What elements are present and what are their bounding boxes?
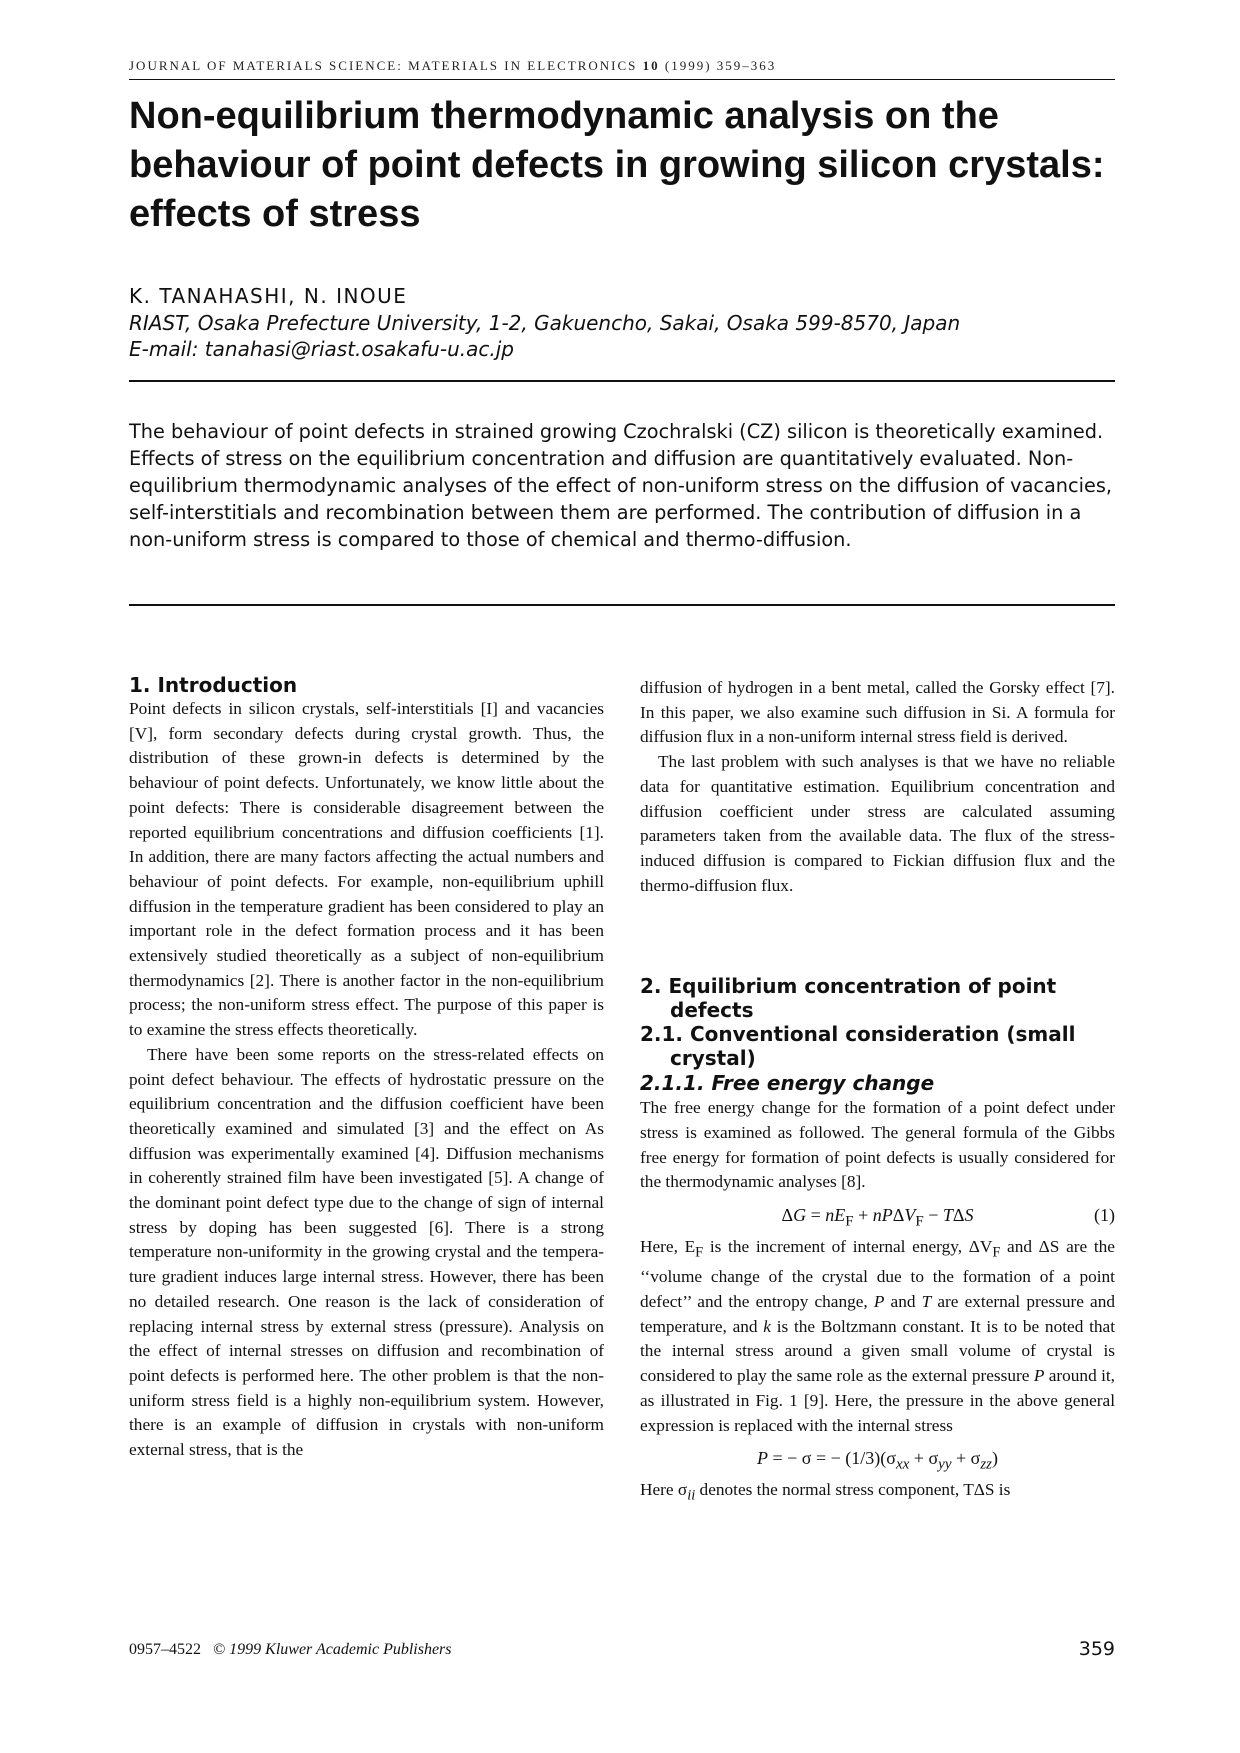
text-run: Here, E (640, 1237, 696, 1257)
equation-1-body: $\Delta G = nE_F + nP\Delta V_F - T\Delta S$ (781, 1205, 974, 1230)
journal-name: JOURNAL OF MATERIALS SCIENCE: MATERIALS IN ELECTRONICS (129, 58, 638, 73)
intro-paragraph-1: Point defects in silicon crystals, self-interstitials [I] and vacancies [V], form secondary defects during crystal growth. Thus, the distribution of these grown-in defects is determined by the behaviour of point defects. Unfortunately, we know little about the point defects: There is considerable disagreement between the reported equilibrium concentrations and diffusion coefficients [1]. In addition, there are many factors affecting the actual numbers and behaviour of point defects. For example, non-equilibrium uphill diffusion in the temperature gradient has been considered to play an important role in the defect formation process and it has been extensively studied theoretically as a subject of non-equilibrium thermodynamics [2]. There is another factor in the non-equilibrium process; the non-uniform stress effect. The purpose of this paper is to examine the stress effects theoretically. (129, 699, 604, 1040)
section-heading-2: 2. Equilibrium concentration of point defects (640, 974, 1057, 1023)
text-run: Here σ (640, 1480, 688, 1500)
text-run: and ΔS are the ‘‘volume change of the crystal due to the formation of a point defect’’ and the entropy change, (640, 1237, 1115, 1311)
intro-paragraph-2: There have been some reports on the stress-related effects on point defect behaviour. The effects of hydrostatic pressure on the equilibrium concentration and the diffusion coefficient have been theoretically examined and simulated [3] and the effect on As diffusion was experimentally examined [4]. Diffusion mechanisms in coherently strained film have been investigated [5]. A change of the dominant point defect type due to the change of sign of internal stress by doping has been suggested [6]. There is a strong temperature non-uniformity in the growing crystal and the tempera-ture gradient induces large internal stress. However, there has been no detailed research. One reason is the lack of consideration of replacing internal stress by external stress (pressure). Analysis on the effect of internal stresses on diffusion and recombination of point defects is performed here. The other problem is that the non-uniform stress field is a highly non-equilibrium system. However, there is an example of diffusion in crystals with non-uniform external stress, that is the (129, 1044, 604, 1460)
abstract-bottom-rule (129, 604, 1115, 606)
right-paragraph-3: The free energy change for the formation of a point defect under stress is examined as followed. The general formula of the Gibbs free energy for formation of point defects is usually considered for the thermodynamic analyses [8]. (640, 1098, 1115, 1192)
text-run: denotes the normal stress component, TΔS is (695, 1480, 1011, 1500)
paper-title: Non-equilibrium thermodynamic analysis on the behaviour of point defects in growing silicon crystals: effects of stress (129, 95, 1105, 235)
paper-authors: K. TANAHASHI, N. INOUE (129, 284, 408, 308)
journal-header (129, 58, 776, 74)
equation-2-body: P = − σ = − $(1/3)(\sigma_{xx} + \sigma_{yy} + \sigma_{zz})$ (756, 1448, 999, 1473)
text-run: are external pressure and temperature, and (640, 1292, 1116, 1336)
spacer (640, 898, 1115, 974)
text-run: is the Boltzmann constant. It is to be noted that the internal stress around a given small volume of crystal is considered to play the same role as the external pressure (640, 1316, 1115, 1386)
footer-left (129, 1641, 452, 1659)
email: E-mail: tanahasi@riast.osakafu-u.ac.jp (129, 337, 514, 361)
right-paragraph-4: Here, $E_F$ is the increment of internal energy, $\Delta V_F$ and ΔS are the ‘‘volume change of the crystal due to the formation of a point defect’’ and the entropy change, P and T are external pressure and temperature, and k is the Boltzmann constant. It is to be noted that the internal stress around a given small volume of crystal is considered to play the same role as the external pressure P around it, as illustrated in Fig. 1 [9]. Here, the pressure in the above general expression is replaced with the internal stress (640, 1237, 1116, 1435)
equation-1-number: (1) (1094, 1205, 1115, 1226)
equation-1 (640, 1195, 1115, 1235)
right-paragraph-5: Here $\sigma_{ii}$ denotes the normal stress component, TΔS is (640, 1480, 1011, 1504)
right-paragraph-1: diffusion of hydrogen in a bent metal, called the Gorsky effect [7]. In this paper, we also examine such diffusion in Si. A formula for diffusion flux in a non-uniform internal stress field is derived. (640, 678, 1115, 747)
right-paragraph-2: The last problem with such analyses is that we have no reliable data for quantitative estimation. Equilibrium concentration and diffusion coefficient under stress are calculated assuming parameters taken from the available data. The flux of the stress-induced diffusion is compared to Fickian diffusion flux and the thermo-diffusion flux. (640, 752, 1115, 895)
section-heading-2-1-1: 2.1.1. Free energy change (640, 1071, 935, 1096)
abstract-top-rule (129, 380, 1115, 382)
footer-issn: 0957–4522 (129, 1641, 201, 1658)
journal-volume: 10 (642, 58, 660, 73)
section-heading-2-1: 2.1. Conventional consideration (small crystal) (640, 1022, 1076, 1071)
equation-2 (640, 1438, 1115, 1478)
header-rule (129, 79, 1115, 80)
abstract: The behaviour of point defects in strained growing Czochralski (CZ) silicon is theoretically examined. Effects of stress on the equilibrium concentration and diffusion are quantitatively evaluated. Non-equilibrium thermodynamic analyses of the effect of non-uniform stress on the diffusion of vacancies, self-interstitials and recombination between them are performed. The contribution of diffusion in a non-uniform stress is compared to those of chemical and thermo-diffusion. (129, 420, 1113, 551)
affiliation-block (129, 310, 960, 362)
footer-copyright: © 1999 Kluwer Academic Publishers (213, 1641, 452, 1658)
right-column (640, 676, 1115, 1508)
text-run: is the increment of internal energy, ΔV (703, 1237, 993, 1257)
journal-year-pages: (1999) 359–363 (664, 58, 777, 73)
left-column (129, 673, 604, 1463)
page-number: 359 (1078, 1638, 1115, 1660)
section-heading-introduction: 1. Introduction (129, 673, 298, 697)
text-run: and (884, 1292, 922, 1311)
affiliation: RIAST, Osaka Prefecture University, 1-2, Gakuencho, Sakai, Osaka 599-8570, Japan (129, 311, 961, 335)
text-run: around it, as illustrated in Fig. 1 [9]. Here, the pressure in the above general expression is replaced with the internal stress (640, 1366, 1115, 1435)
